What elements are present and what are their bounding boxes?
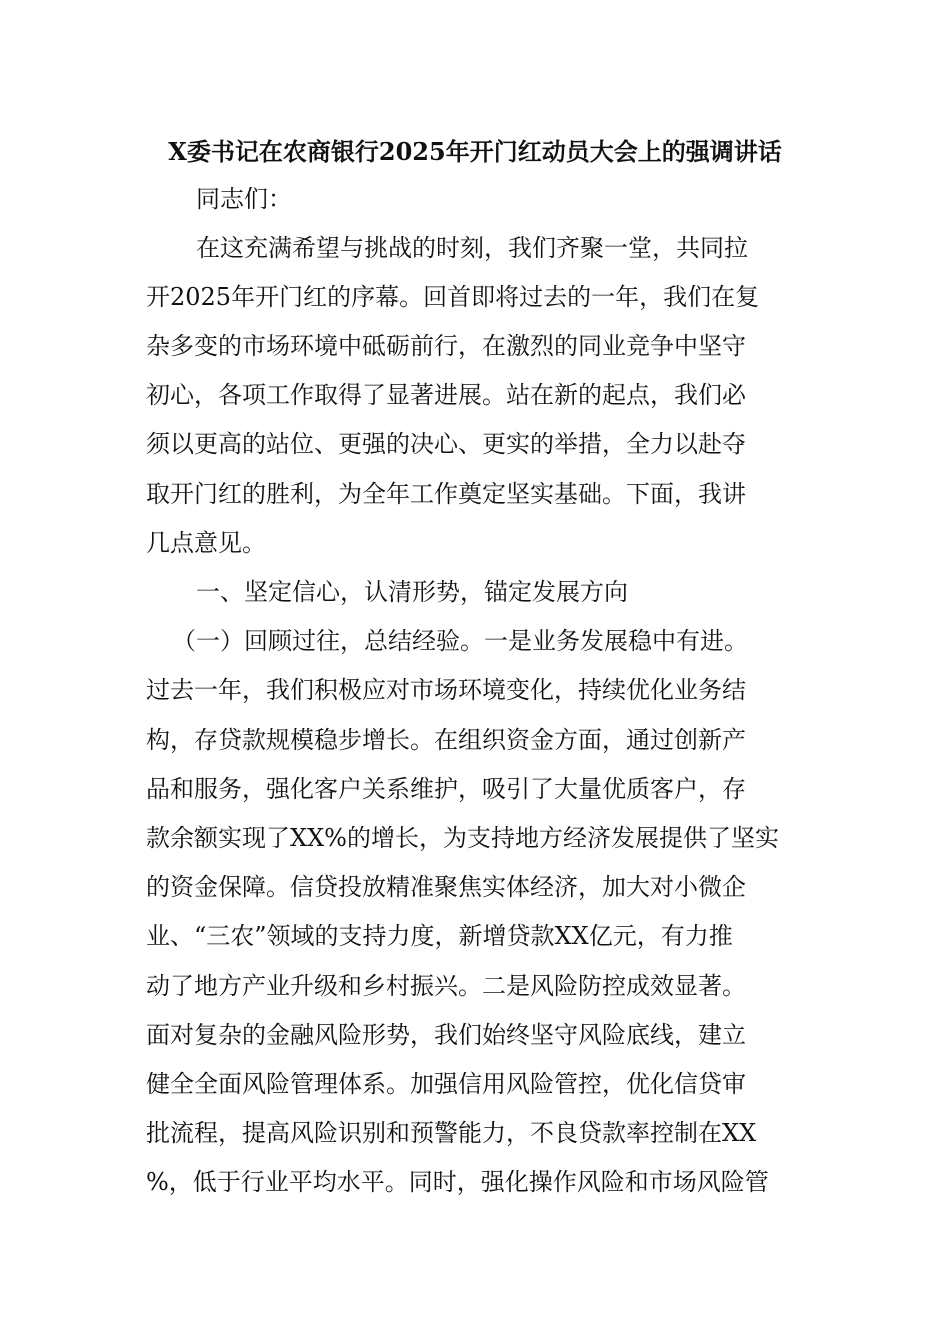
document-title: X委书记在农商银行2025年开门红动员大会上的强调讲话: [168, 137, 782, 166]
section-heading: 一、坚定信心，认清形势，锚定发展方向: [196, 578, 628, 606]
paragraph-line: 在这充满希望与挑战的时刻，我们齐聚一堂，共同拉: [196, 234, 748, 262]
paragraph-line: 款余额实现了XX%的增长，为支持地方经济发展提供了坚实: [146, 824, 779, 852]
paragraph-line: 批流程，提高风险识别和预警能力，不良贷款率控制在XX: [146, 1119, 757, 1147]
paragraph-line: 过去一年，我们积极应对市场环境变化，持续优化业务结: [146, 676, 746, 704]
salutation: 同志们：: [196, 185, 292, 213]
paragraph-line: 的资金保障。信贷投放精准聚焦实体经济，加大对小微企: [146, 873, 746, 901]
paragraph-line: %，低于行业平均水平。同时，强化操作风险和市场风险管: [146, 1168, 769, 1196]
paragraph-line: 取开门红的胜利，为全年工作奠定坚实基础。下面，我讲: [146, 480, 746, 508]
paragraph-line: 开2025年开门红的序幕。回首即将过去的一年，我们在复: [146, 283, 760, 311]
paragraph-line: 须以更高的站位、更强的决心、更实的举措，全力以赴夺: [146, 430, 746, 458]
paragraph-line: 几点意见。: [146, 529, 266, 557]
paragraph-line: 动了地方产业升级和乡村振兴。二是风险防控成效显著。: [146, 972, 746, 1000]
subsection-line: （一）回顾过往，总结经验。一是业务发展稳中有进。: [172, 627, 748, 655]
paragraph-line: 初心，各项工作取得了显著进展。站在新的起点，我们必: [146, 381, 746, 409]
paragraph-line: 健全全面风险管理体系。加强信用风险管控，优化信贷审: [146, 1070, 746, 1098]
paragraph-line: 面对复杂的金融风险形势，我们始终坚守风险底线，建立: [146, 1021, 746, 1049]
paragraph-line: 构，存贷款规模稳步增长。在组织资金方面，通过创新产: [146, 726, 746, 754]
paragraph-line: 杂多变的市场环境中砥砺前行，在激烈的同业竞争中坚守: [146, 332, 746, 360]
paragraph-line: 品和服务，强化客户关系维护，吸引了大量优质客户，存: [146, 775, 746, 803]
paragraph-line: 业、“三农”领域的支持力度，新增贷款XX亿元，有力推: [146, 922, 733, 950]
